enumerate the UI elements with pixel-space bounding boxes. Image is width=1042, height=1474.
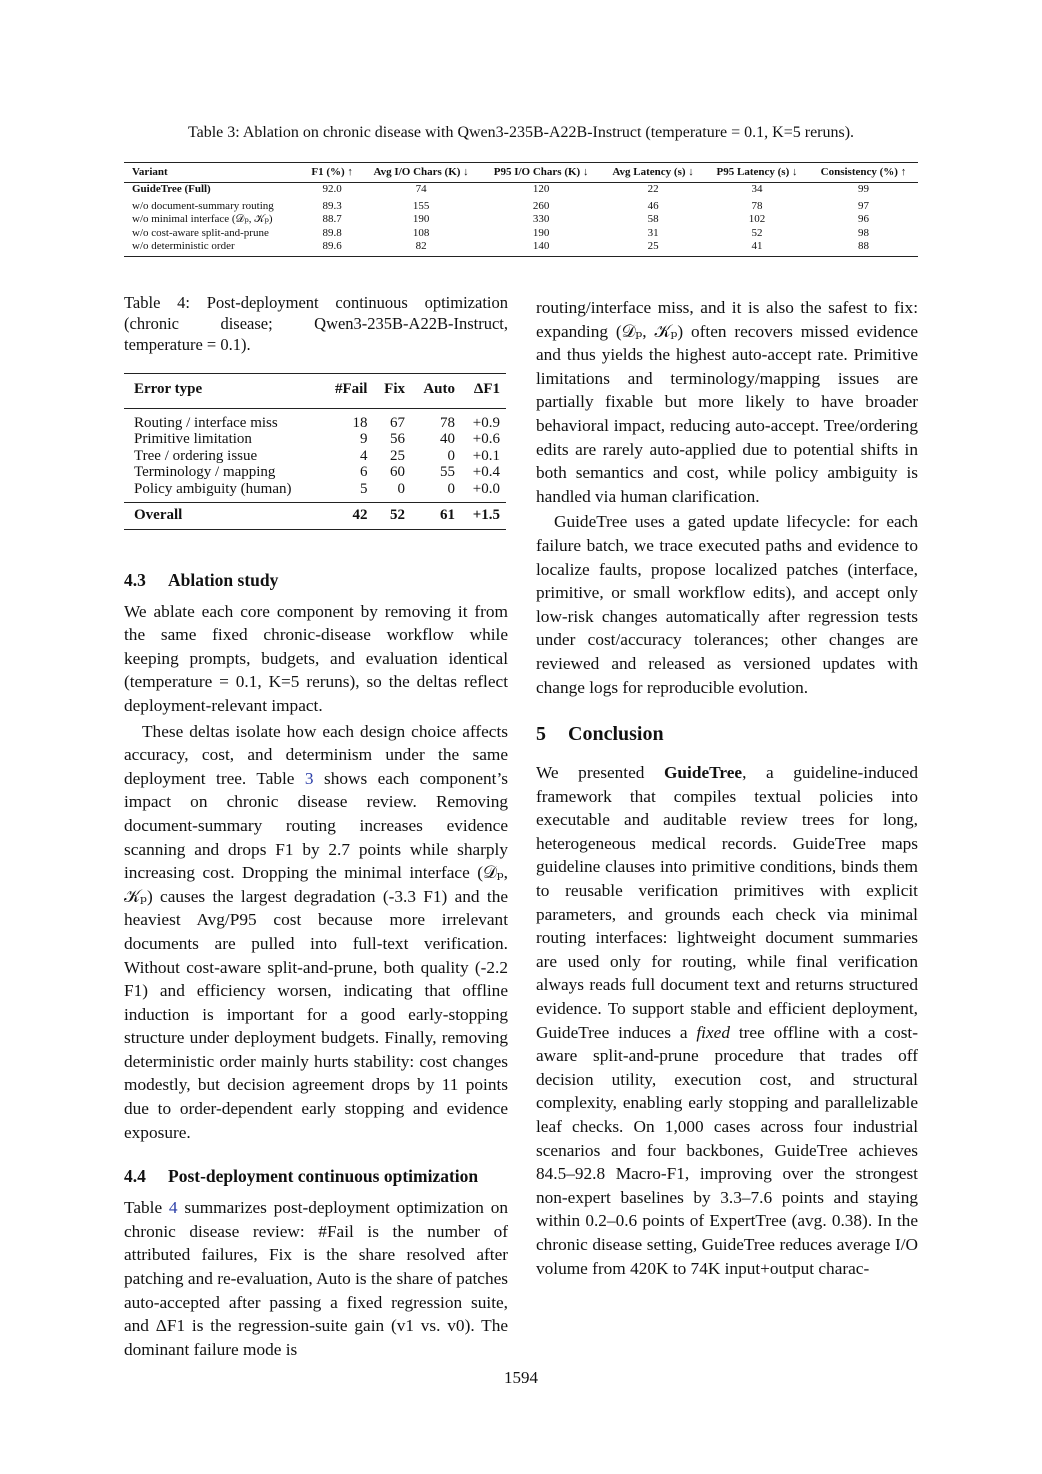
table-row: [124, 227, 918, 241]
table3-cell: 41: [751, 240, 763, 252]
table3-cell: 89.6: [322, 240, 342, 252]
table3-cell: 96: [857, 213, 869, 225]
table4-cell: Policy ambiguity (human): [134, 480, 292, 497]
left-column: [124, 292, 508, 1361]
table4-cell: Tree / ordering issue: [134, 447, 258, 464]
table4-cell: 18: [352, 414, 368, 431]
emphasis-bold: GuideTree: [663, 763, 743, 783]
emphasis-italic: fixed: [696, 1022, 730, 1042]
paragraph: routing/interface miss, and it is also the safest to fix: expanding (𝒟ₚ, 𝒦ₚ) often recovers missed evidence and thus yields the highest auto-accept rate. Primitive limitations and terminology/mapping issues are partially fixable but more likely to have broader behavioral impact, reducing auto-accept. Tree/ordering edits are rarely auto-applied due to potential shifts in both semantics and cost, while policy ambiguity is handled via human clarification.: [536, 298, 918, 506]
table3-cell: 89.8: [322, 226, 342, 239]
table4-header: Error type: [124, 374, 323, 409]
section-number: 5: [536, 723, 546, 746]
table3-cell: w/o document-summary routing: [132, 199, 274, 212]
right-column: [536, 296, 918, 1280]
table-row: [124, 448, 506, 465]
section-heading-5: [536, 721, 918, 747]
table-row: [124, 213, 918, 227]
table3-cell: 140: [532, 240, 550, 252]
text-run: Table: [124, 1198, 169, 1218]
table4-cell: +0.0: [472, 480, 500, 497]
section-heading-4-4: [124, 1164, 508, 1188]
table4-header: ΔF1: [461, 374, 506, 409]
table3-cell: 58: [647, 213, 659, 225]
table4-cell: 0: [397, 480, 406, 497]
table4-cell: Routing / interface miss: [134, 414, 278, 431]
text-run: tree offline with a cost-aware split-and-prune procedure that trades off decision utility, execution cost, and structural complexity, enabling early stopping and parallelizable leaf checks. On 1,000 cases across four industrial scenarios and four backbones, GuideTree achieves 84.5–92.8 Macro-F1, improving over the strongest non-expert baselines by 3.3–7.6 points and staying within 0.2–0.6 points of ExpertTree (avg. 0.38). In the chronic disease setting, GuideTree reduces average I/O volume from 420K to 74K input+output charac-: [536, 1022, 918, 1278]
table3-header: Avg I/O Chars (K) ↓: [361, 163, 481, 183]
table3-cell: 31: [647, 226, 659, 239]
table3-cell: 25: [647, 240, 659, 252]
table3-cell: 52: [751, 226, 763, 239]
table3-cell: 120: [532, 183, 550, 195]
table3-header: Variant: [124, 163, 303, 183]
table-ref-link[interactable]: 3: [304, 768, 314, 788]
text-run: summarizes post-deployment optimization on chronic disease review: #Fail is the number of attributed failures, Fix is the share resolved after patching and re-evaluation, Auto is the share of patches auto-accepted after passing a fixed regression suite, and ΔF1 is the regression-suite gain (v1 vs. v0). The dominant failure mode is: [124, 1198, 509, 1359]
text-run: These deltas isolate how each design choice affects accuracy, cost, and determinism under the same deployment tree. Table: [124, 721, 508, 788]
table4-cell: 42: [323, 503, 374, 530]
table3-cell: 78: [751, 199, 763, 212]
table3-header: Avg Latency (s) ↓: [601, 163, 705, 183]
table-row: [124, 464, 506, 481]
table3: [124, 162, 918, 257]
table4-cell: 55: [439, 464, 455, 481]
table4-cell: 9: [359, 431, 368, 448]
table4-cell: 78: [439, 414, 455, 431]
table4-cell: Primitive limitation: [134, 431, 252, 448]
table3-cell: 108: [412, 226, 430, 239]
table4-cell: 5: [359, 480, 368, 497]
table4-cell: +0.9: [472, 414, 500, 431]
table3-cell: w/o deterministic order: [132, 240, 235, 252]
table-row: [124, 183, 918, 197]
table4-cell: +1.5: [461, 503, 506, 530]
table-row: [124, 408, 506, 431]
table-row: [124, 431, 506, 448]
text-run: We presented: [536, 763, 664, 783]
table3-cell: w/o minimal interface (𝒟ₚ, 𝒦ₚ): [132, 213, 273, 225]
table3-cell: 22: [647, 183, 659, 195]
table3-caption: Table 3: Ablation on chronic disease with Qwen3-235B-A22B-Instruct (temperature = 0.1, K=5 reruns).: [187, 124, 855, 141]
table4-cell: 25: [390, 447, 406, 464]
table4-header: Fix: [373, 374, 411, 409]
section-title: Post-deployment continuous optimization: [168, 1166, 479, 1187]
table-row: [124, 197, 918, 214]
table-row-overall: [124, 503, 506, 530]
table4: [124, 373, 506, 530]
table4-cell: 0: [447, 480, 455, 497]
table3-cell: 97: [857, 199, 869, 212]
table3-cell: 155: [412, 199, 430, 212]
table3-header: P95 Latency (s) ↓: [705, 163, 809, 183]
table3-header: F1 (%) ↑: [303, 163, 361, 183]
table3-cell: 82: [415, 240, 427, 252]
paragraph: GuideTree uses a gated update lifecycle: for each failure batch, we trace executed paths and evidence to localize faults, propose localized patches (interface, primitive, or small workflow edits), and accept only low-risk changes automatically after regression tests under cost/accuracy tolerances; other changes are reviewed and released as versioned updates with change logs for reproducible evolution.: [536, 512, 918, 697]
table3-cell: 98: [857, 226, 869, 239]
page-number: 1594: [504, 1368, 538, 1387]
section-title: Ablation study: [168, 569, 279, 590]
paragraph: [124, 720, 508, 1145]
table3-cell: 88: [857, 240, 869, 252]
table4-cell: +0.1: [472, 447, 500, 464]
table3-cell: 102: [748, 213, 766, 225]
section-number: 4.4: [124, 1166, 146, 1187]
section-title: Conclusion: [568, 723, 664, 746]
table3-cell: w/o cost-aware split-and-prune: [132, 226, 269, 239]
table4-cell: 61: [411, 503, 461, 530]
table4-caption: Table 4: Post-deployment continuous optimization (chronic disease; Qwen3-235B-A22B-Instruct, temperature = 0.1).: [124, 293, 508, 354]
table4-cell: 52: [373, 503, 411, 530]
table3-cell: 190: [532, 226, 550, 239]
table4-cell: Terminology / mapping: [134, 464, 276, 481]
table4-cell: Overall: [124, 503, 323, 530]
table3-cell: 74: [415, 183, 427, 195]
text-run: , a guideline-induced framework that compiles textual policies into executable and auditable review trees for long, heterogeneous medical records. GuideTree maps guideline clauses into primitive conditions, binds them to reusable verification primitives with explicit parameters, and grounds each check via minimal routing interfaces: lightweight document summaries are used only for routing, while final verification always reads full document text and returns structured evidence. To support stable and efficient deployment, GuideTree induces a: [536, 763, 918, 1042]
table3-cell: 92.0: [322, 183, 342, 195]
table3-cell: 89.3: [322, 199, 342, 212]
text-run: shows each component’s impact on chronic disease review. Removing document-summary routing increases evidence scanning and drops F1 by 2.7 points while sharply increasing cost. Dropping the minimal interface (𝒟ₚ, 𝒦ₚ) causes the largest degradation (-3.3 F1) and the heaviest Avg/P95 cost because more irrelevant documents are pulled into full-text verification. Without cost-aware split-and-prune, both quality (-2.2 F1) and efficiency worsen, indicating that offline induction is important for a good early-stopping structure under deployment budgets. Finally, removing deterministic order mainly hurts stability: cost changes modestly, but decision agreement drops by 11 points due to order-dependent early stopping and evidence exposure.: [124, 768, 508, 1142]
table3-cell: 88.7: [322, 213, 342, 225]
table4-header: Auto: [411, 374, 461, 409]
table4-cell: 6: [359, 464, 368, 481]
table4-cell: +0.6: [472, 431, 500, 448]
paragraph: We ablate each core component by removing it from the same fixed chronic-disease workflow while keeping prompts, budgets, and evaluation identical (temperature = 0.1, K=5 reruns), so the deltas reflect deployment-relevant impact.: [124, 601, 508, 715]
table4-cell: +0.4: [472, 464, 500, 481]
paragraph: [536, 761, 918, 1280]
table4-cell: 40: [439, 431, 455, 448]
table4-cell: 4: [359, 447, 368, 464]
table3-cell: 46: [647, 199, 659, 212]
table4-cell: 0: [447, 447, 455, 464]
table3-cell: 330: [532, 213, 550, 225]
table4-cell: 60: [390, 464, 406, 481]
table-ref-link[interactable]: 4: [168, 1198, 178, 1218]
table3-cell: 260: [532, 199, 550, 212]
table3-cell: 99: [857, 183, 869, 195]
table3-header: Consistency (%) ↑: [809, 163, 918, 183]
table3-cell: 34: [751, 183, 763, 195]
section-number: 4.3: [124, 569, 146, 590]
table-row: [124, 240, 918, 256]
table4-header: #Fail: [323, 374, 374, 409]
table3-cell: 190: [412, 213, 430, 225]
paragraph: [124, 1196, 508, 1361]
table4-cell: 67: [390, 414, 406, 431]
table4-cell: 56: [390, 431, 406, 448]
table3-cell: GuideTree (Full): [132, 183, 211, 195]
table-row: [124, 481, 506, 503]
section-heading-4-3: [124, 568, 508, 592]
table3-header: P95 I/O Chars (K) ↓: [481, 163, 601, 183]
